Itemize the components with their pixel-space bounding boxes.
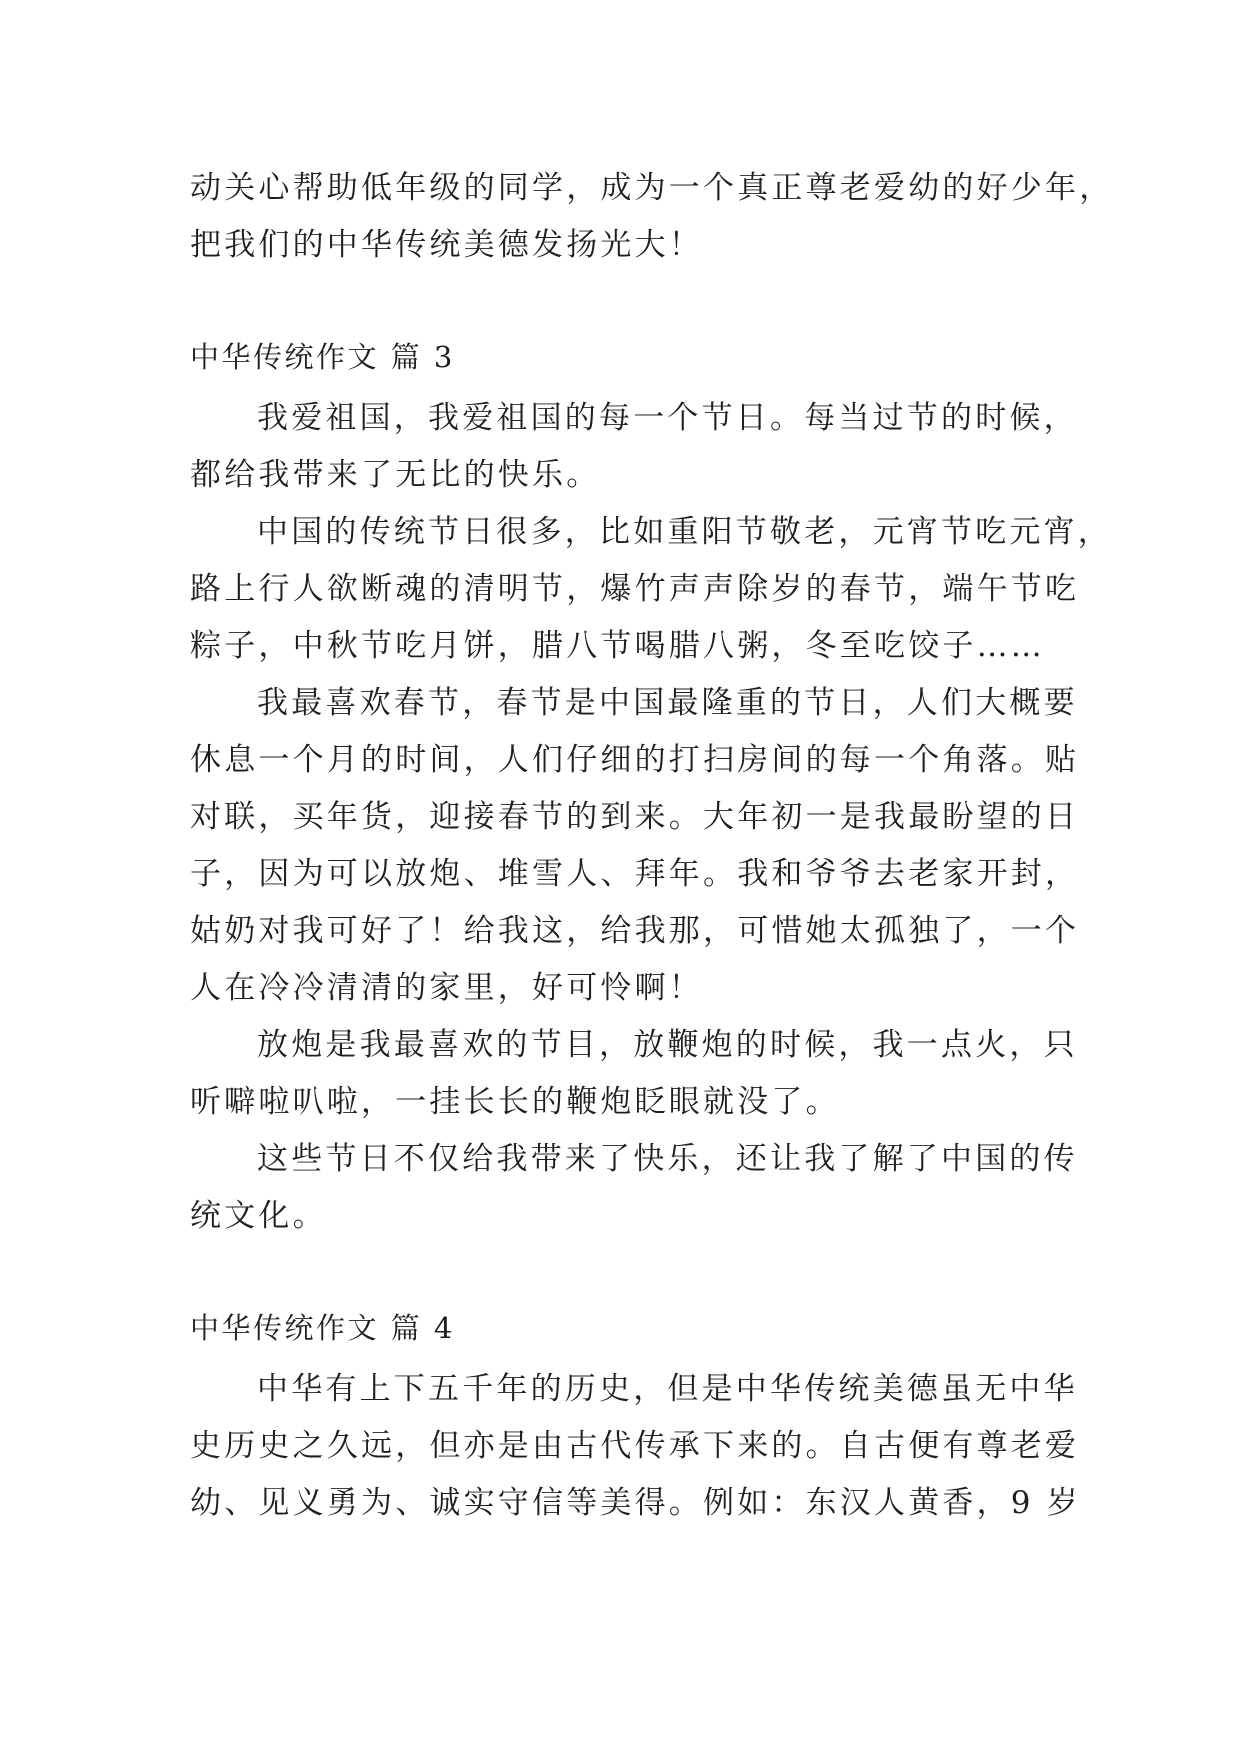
text-line: 姑奶对我可好了！给我这，给我那，可惜她太孤独了，一个 <box>190 913 1080 949</box>
text-line: 休息一个月的时间，人们仔细的打扫房间的每一个角落。贴 <box>190 742 1080 778</box>
text-line: 我爱祖国，我爱祖国的每一个节日。每当过节的时候， <box>257 400 1078 436</box>
section-title: 中华传统作文 篇 3 <box>190 340 455 374</box>
section-title: 中华传统作文 篇 4 <box>190 1311 455 1345</box>
text-line: 把我们的中华传统美德发扬光大！ <box>190 227 703 263</box>
text-line: 人在冷冷清清的家里，好可怜啊！ <box>190 970 703 1006</box>
text-line: 史历史之久远，但亦是由古代传承下来的。自古便有尊老爱 <box>190 1428 1080 1464</box>
text-line: 我最喜欢春节，春节是中国最隆重的节日，人们大概要 <box>257 685 1078 721</box>
text-line: 动关心帮助低年级的同学，成为一个真正尊老爱幼的好少年， <box>190 170 1114 206</box>
text-line: 粽子，中秋节吃月饼，腊八节喝腊八粥，冬至吃饺子…… <box>190 628 1045 664</box>
text-line: 对联，买年货，迎接春节的到来。大年初一是我最盼望的日 <box>190 799 1080 835</box>
text-line: 放炮是我最喜欢的节目，放鞭炮的时候，我一点火，只 <box>257 1027 1078 1063</box>
text-line: 子，因为可以放炮、堆雪人、拜年。我和爷爷去老家开封， <box>190 856 1080 892</box>
text-line: 统文化。 <box>190 1198 327 1234</box>
text-line: 幼、见义勇为、诚实守信等美得。例如：东汉人黄香，9 岁 <box>190 1485 1081 1521</box>
text-line: 这些节日不仅给我带来了快乐，还让我了解了中国的传 <box>257 1141 1078 1177</box>
text-line: 听噼啦叭啦，一挂长长的鞭炮眨眼就没了。 <box>190 1084 840 1120</box>
text-line: 中华有上下五千年的历史，但是中华传统美德虽无中华 <box>257 1371 1078 1407</box>
text-line: 中国的传统节日很多，比如重阳节敬老，元宵节吃元宵， <box>257 514 1112 550</box>
text-line: 路上行人欲断魂的清明节，爆竹声声除岁的春节，端午节吃 <box>190 571 1080 607</box>
text-line: 都给我带来了无比的快乐。 <box>190 457 601 493</box>
